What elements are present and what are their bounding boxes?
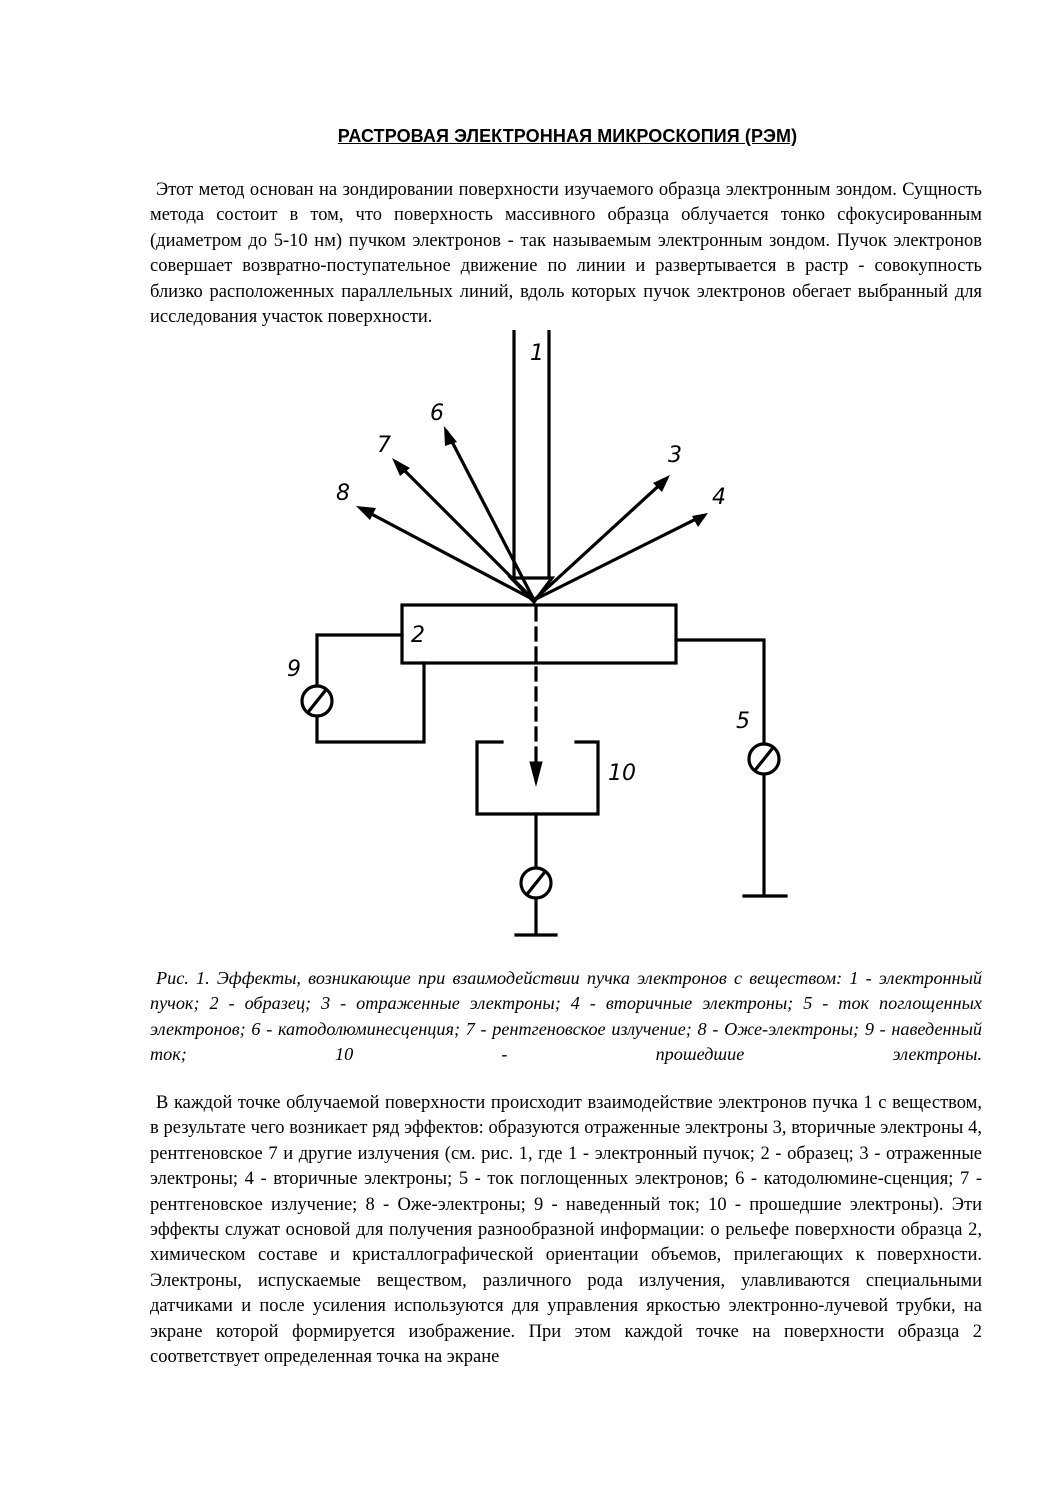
body-paragraph: В каждой точке облучаемой поверхности происходит взаимодействие электронов пучка 1 с веществом, в результате чего возникает ряд эффектов: образуются отраженные электроны 3, вторичные электроны 4, рентгеновское 7 и другие излучения (см. рис. 1, где 1 - электронный пучок; 2 - образец; 3 - отраженные электроны; 4 - вторичные электроны; 5 - ток поглощенных электронов; 6 - катодолюмине-сценция; 7 - рентгеновское излучение; 8 - Оже-электроны; 9 - наведенный ток; 10 - прошедшие электроны). Эти эффекты служат основой для получения разнообразной информации: о рельефе поверхности образца 2, химическом составе и кристаллографической ориентации объемов, прилегающих к поверхности. Электроны, испускаемые веществом, различного рода излучения, улавливаются специальными датчиками и после усиления используются для управления яркостью электронно-лучевой трубки, на экране которой формируется изображение. При этом каждой точке на поверхности образца 2 соответствует определенная точка на экране xyxy=(150,1093,982,1368)
label-5: 5 xyxy=(736,709,750,734)
label-6: 6 xyxy=(430,401,444,426)
circuit-absorbed-current xyxy=(676,640,786,896)
page-title: РАСТРОВАЯ ЭЛЕКТРОННАЯ МИКРОСКОПИЯ (РЭМ) xyxy=(337,126,798,146)
transmitted-arrowhead xyxy=(530,762,542,785)
label-10: 10 xyxy=(608,761,636,786)
incident-beam xyxy=(511,330,552,602)
label-8: 8 xyxy=(336,481,350,506)
circuit-induced-current xyxy=(302,635,424,742)
figure-sem-diagram xyxy=(284,330,814,946)
label-7: 7 xyxy=(377,433,391,458)
label-3: 3 xyxy=(668,443,682,468)
sample-rect xyxy=(402,605,676,663)
sem-diagram-svg xyxy=(284,330,814,946)
label-4: 4 xyxy=(712,485,726,510)
intro-paragraph: Этот метод основан на зондировании поверхности изучаемого образца электронным зондом. Сущность метода состоит в том, что поверхность массивного образца облучается тонко сфокусированным (диаметром до 5-10 нм) пучком электронов - так называемым электронным зондом. Пучок электронов совершает возвратно-поступательное движение по линии и развертывается в растр - совокупность близко расположенных параллельных линий, вдоль которых пучок электронов обегает выбранный для исследования участок поверхности. xyxy=(150,180,982,328)
label-1: 1 xyxy=(530,341,544,366)
label-9: 9 xyxy=(287,657,301,682)
figure-caption: Рис. 1. Эффекты, возникающие при взаимодействии пучка электронов с веществом: 1 - электронный пучок; 2 - образец; 3 - отраженные электроны; 4 - вторичные электроны; 5 - ток поглощенных электронов; 6 - катодолюминесценция; 7 - рентгеновское излучение; 8 - Оже-электроны; 9 - наведенный ток; 10 - прошедшие электроны. xyxy=(150,968,982,1065)
emission-rays xyxy=(362,432,702,600)
label-2: 2 xyxy=(411,623,425,648)
